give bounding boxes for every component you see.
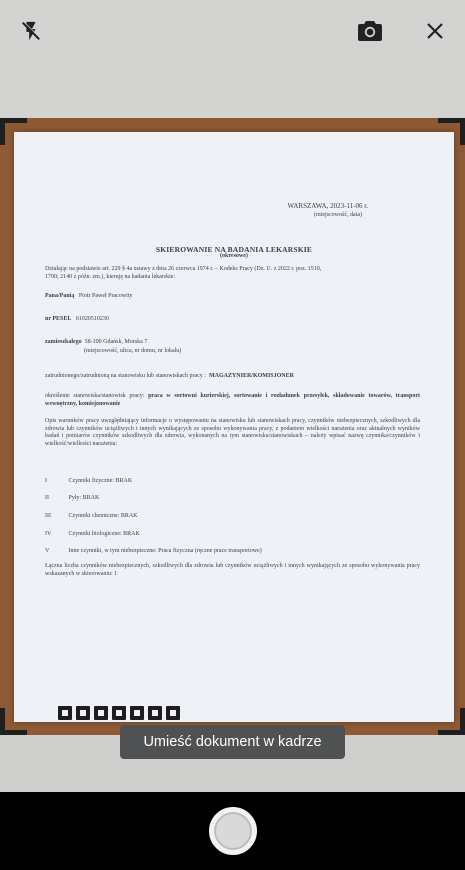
doc-address-sub: (miejscowość, ulica, nr domu, nr lokalu) <box>84 348 182 354</box>
doc-name-row <box>45 292 133 300</box>
doc-position-row <box>45 372 294 380</box>
doc-work-value: praca w sortowni kurierskiej, sortowanie i rozładunek przesyłek, składowanie towarów, transport wewnętrzny, komisjonowanie <box>45 393 420 407</box>
close-icon[interactable] <box>418 14 452 48</box>
doc-footer-icon <box>94 706 108 720</box>
doc-factor-num: IV <box>45 531 52 537</box>
doc-address-value: 58-100 Gdańsk, Morska 7 <box>84 339 148 345</box>
doc-work-row <box>45 393 420 408</box>
doc-subtitle: (okresowe) <box>220 253 248 259</box>
doc-footer-icon <box>58 706 72 720</box>
top-toolbar <box>0 0 465 118</box>
doc-factor-num: V <box>45 548 50 554</box>
doc-title: SKIEROWANIE NA BADANIA LEKARSKIE <box>155 245 313 254</box>
doc-position-value: MAGAZYNIER/KOMISJONER <box>208 373 294 379</box>
doc-factor-text: Pyły: BRAK <box>68 495 100 501</box>
doc-factor-5 <box>45 547 262 555</box>
doc-name-label: Pana/Panią <box>45 293 75 299</box>
doc-footer-icon <box>148 706 162 720</box>
doc-factor-text: Czynniki chemiczne: BRAK <box>68 513 138 519</box>
doc-footer-icons <box>58 706 180 720</box>
doc-factor-text: Czynniki biologiczne: BRAK <box>68 531 140 537</box>
doc-intro-2: 1700; 2140 z późn. zm.), kieruję na badania lekarskie: <box>45 274 176 280</box>
doc-factor-num: III <box>45 513 51 519</box>
doc-footer-icon <box>112 706 126 720</box>
doc-pesel-value: 61020510230 <box>75 316 109 322</box>
doc-factor-num: I <box>45 478 47 484</box>
camera-icon[interactable] <box>353 14 387 48</box>
doc-description: Opis warunków pracy uwzględniający informacje o występowaniu na stanowisku lub stanowiskach pracy, czynników niebezpiecznych, szkodliwych dla zdrowia lub czynników uciążliwych i innych wynikających ze sposobu wykonywania pracy, z podaniem wielkości narażenia oraz aktualnych wyników badań i pomiarów czynników szkodliwych dla zdrowia, wykonanych na tym stanowisku/stanowiskach – należy wpisać nazwę czynnika/czynników i wielkość/wielkości narażenia: <box>45 418 420 447</box>
doc-position-label: zatrudnionego/zatrudnioną na stanowisku lub stanowiskach pracy : <box>45 373 206 379</box>
doc-footer-icon <box>76 706 90 720</box>
doc-pesel-row <box>45 315 109 323</box>
doc-date-sub: (miejscowość, data) <box>314 212 362 218</box>
doc-footer-icon <box>130 706 144 720</box>
doc-factor-2 <box>45 494 99 502</box>
doc-intro-1: Działając na podstawie art. 229 § 4a ustawy z dnia 26 czerwca 1974 r. – Kodeks Pracy (Dz. U. z 2022 r. poz. 1510, <box>45 266 322 272</box>
doc-name-value: Piotr Paweł Pracowity <box>78 293 133 299</box>
doc-work-label: określenie stanowiska/stanowisk pracy: <box>45 393 145 399</box>
doc-factor-3 <box>45 512 138 520</box>
doc-address-row <box>45 338 147 346</box>
doc-footer-icon <box>166 706 180 720</box>
shutter-button[interactable] <box>209 807 257 855</box>
flash-off-icon[interactable] <box>14 14 48 48</box>
doc-date: WARSZAWA, 2023-11-06 r. <box>287 202 368 210</box>
doc-factor-1 <box>45 477 132 485</box>
camera-viewfinder <box>0 118 465 735</box>
doc-factor-num: II <box>45 495 49 501</box>
doc-address-label: zamieszkałego <box>45 339 82 345</box>
doc-factor-text: Czynniki fizyczne: BRAK <box>68 478 133 484</box>
doc-total: Łączna liczba czynników niebezpiecznych, szkodliwych dla zdrowia lub czynników uciążliwych i innych wynikających ze sposobu wykonywania pracy wskazanych w skierowaniu: 1 <box>45 563 420 577</box>
doc-factor-4 <box>45 530 140 538</box>
doc-factor-text: Inne czynniki, w tym niebezpieczne: Praca fizyczna (ręczne prace transportowe) <box>68 548 262 554</box>
document-page <box>14 132 454 722</box>
doc-pesel-label: nr PESEL <box>45 316 72 322</box>
toast-message: Umieść dokument w kadrze <box>120 725 345 759</box>
